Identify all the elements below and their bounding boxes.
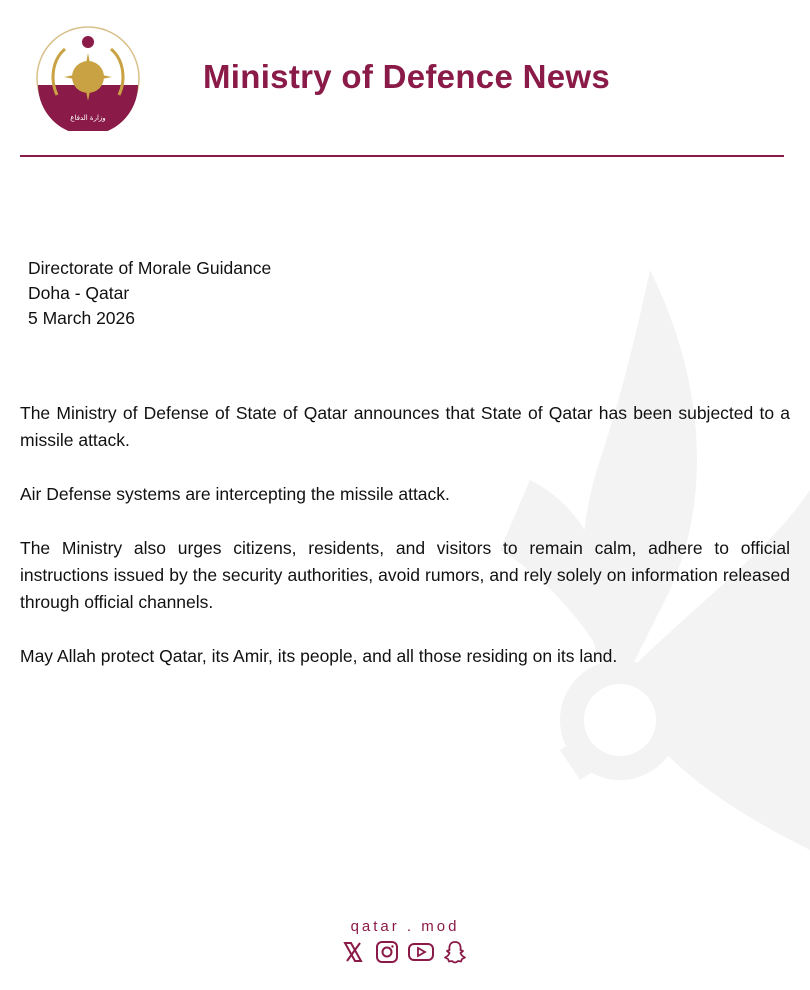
- page-title: Ministry of Defence News: [203, 58, 610, 95]
- logo-text: وزارة الدفاع: [70, 114, 106, 122]
- ministry-logo: [35, 25, 141, 131]
- location: Doha - Qatar: [28, 283, 130, 303]
- snapchat-icon[interactable]: [442, 940, 468, 964]
- social-handle: qatar . mod: [350, 918, 460, 935]
- social-icons: [340, 940, 468, 964]
- header-divider: [20, 155, 784, 157]
- youtube-icon[interactable]: [408, 940, 434, 964]
- paragraph: The Ministry of Defense of State of Qatar announces that State of Qatar has been subjected to a missile attack.: [20, 403, 790, 450]
- date: 5 March 2026: [28, 308, 136, 328]
- paragraph: The Ministry also urges citizens, residents, and visitors to remain calm, adhere to official instructions issued by the security authorities, avoid rumors, and rely solely on information released through official channels.: [20, 538, 790, 612]
- paragraph: Air Defense systems are intercepting the missile attack.: [20, 484, 450, 504]
- x-icon[interactable]: [340, 940, 366, 964]
- paragraph: May Allah protect Qatar, its Amir, its people, and all those residing on its land.: [20, 646, 618, 666]
- document-meta: [28, 256, 271, 331]
- statement-body: [20, 400, 790, 697]
- directorate: Directorate of Morale Guidance: [28, 258, 272, 278]
- instagram-icon[interactable]: [374, 940, 400, 964]
